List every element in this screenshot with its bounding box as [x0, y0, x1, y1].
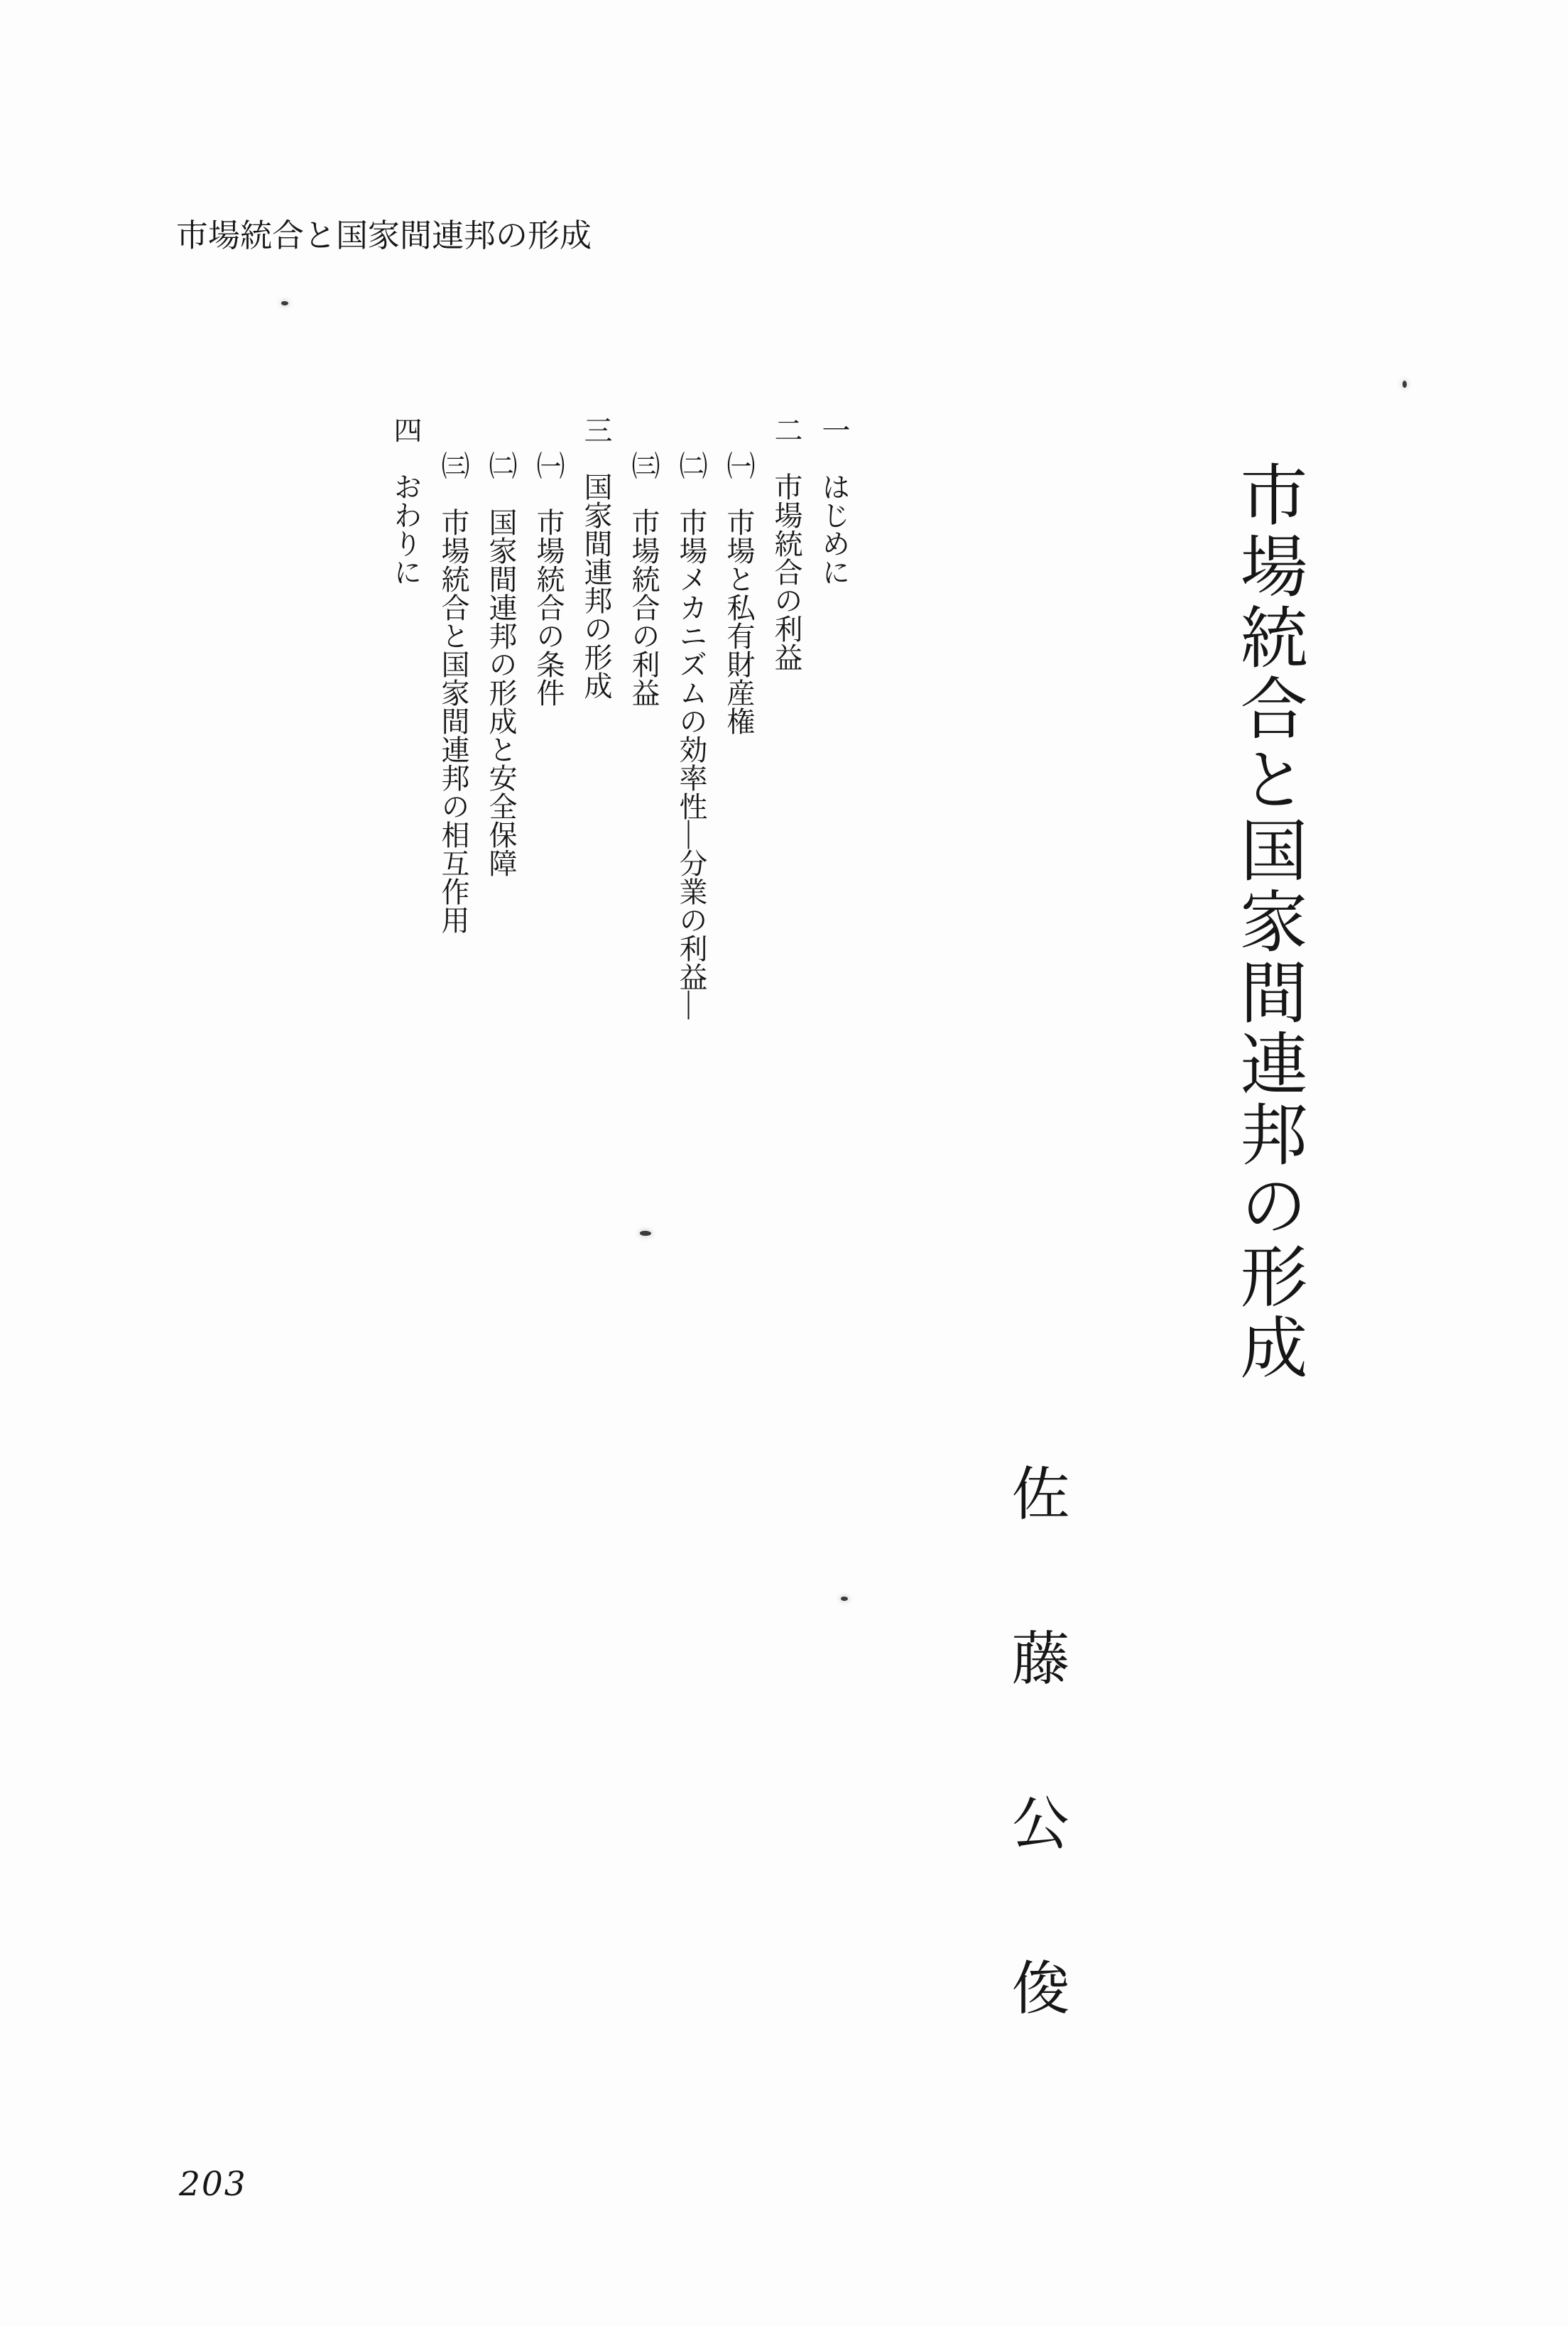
toc-item-number: 四: [390, 415, 422, 444]
toc-item-label: 市場統合と国家間連邦の相互作用: [437, 508, 469, 934]
toc-subitem-2-3: [620, 415, 668, 962]
toc-item-number: ㈡: [675, 451, 707, 479]
toc-item-number: ㈡: [485, 451, 517, 479]
toc-subitem-3-3: [430, 415, 477, 962]
toc-item-number: ㈢: [437, 451, 469, 479]
toc-item-label: おわりに: [390, 472, 422, 586]
scan-speck: [281, 301, 288, 305]
toc-item-4: [382, 415, 430, 962]
toc-item-number: ㈠: [533, 451, 565, 479]
running-header: 市場統合と国家間連邦の形成: [176, 218, 592, 254]
author-name: 佐藤公俊: [1003, 1463, 1068, 2122]
scan-speck: [1403, 381, 1407, 388]
toc-item-number: 二: [771, 415, 802, 444]
toc-item-label: 市場統合の利益: [771, 472, 802, 671]
toc-item-number: ㈢: [628, 451, 660, 479]
toc-subitem-2-2: [668, 415, 715, 1019]
table-of-contents: [381, 415, 858, 1019]
toc-item-number: 三: [580, 415, 612, 444]
toc-subitem-3-2: [477, 415, 525, 962]
toc-subitem-2-1: [715, 415, 763, 962]
toc-item-label: 市場統合の利益: [628, 508, 660, 707]
toc-subitem-3-1: [525, 415, 572, 962]
toc-item-1: [810, 415, 858, 962]
page-number: 203: [179, 2165, 247, 2204]
toc-item-label: 市場統合の条件: [533, 508, 565, 707]
toc-item-label: 国家間連邦の形成: [580, 472, 612, 700]
scan-speck: [640, 1231, 651, 1236]
toc-item-2: [763, 415, 810, 962]
toc-item-label: 国家間連邦の形成と安全保障: [485, 508, 517, 877]
toc-item-3: [572, 415, 620, 962]
page-title: 市場統合と国家間連邦の形成: [1231, 460, 1306, 1384]
toc-item-label: はじめに: [818, 472, 850, 586]
scan-speck: [841, 1597, 848, 1601]
toc-item-number: 一: [818, 415, 850, 444]
toc-item-label: 市場と私有財産権: [723, 508, 755, 735]
toc-item-number: ㈠: [723, 451, 755, 479]
toc-item-label: 市場メカニズムの効率性―分業の利益―: [675, 508, 707, 1019]
